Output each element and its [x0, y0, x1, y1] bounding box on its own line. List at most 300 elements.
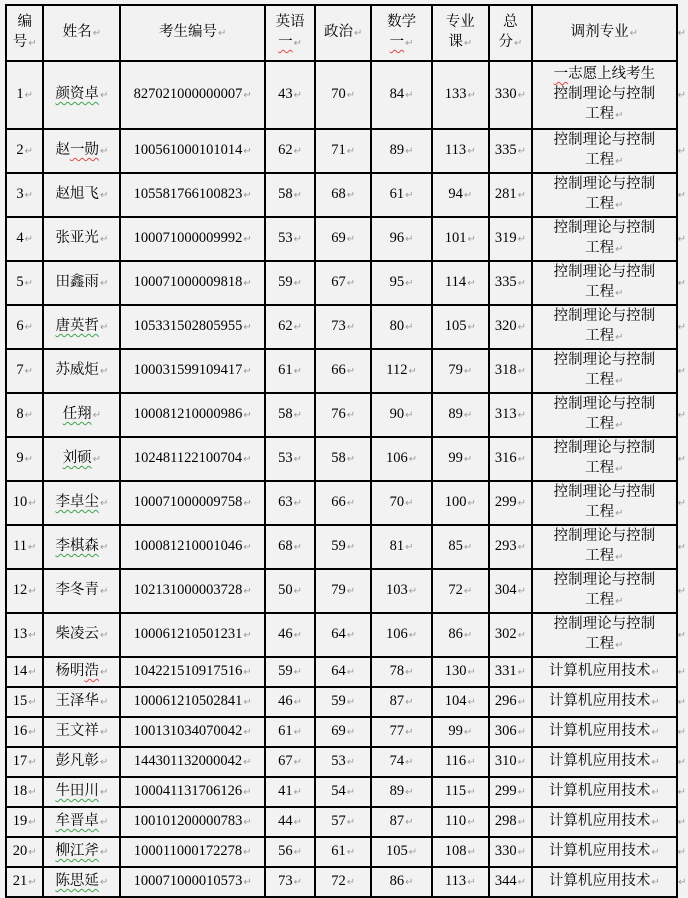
score-value: 62 — [278, 142, 293, 158]
paragraph-mark: ↵ — [651, 817, 660, 828]
paragraph-mark: ↵ — [463, 586, 473, 597]
paragraph-mark: ↵ — [405, 667, 414, 678]
paragraph-mark: ↵ — [243, 757, 252, 768]
cell-major-course — [432, 777, 489, 807]
paragraph-mark: ↵ — [243, 727, 252, 738]
adjustment-score-table — [5, 4, 688, 898]
paragraph-mark: ↵ — [293, 410, 303, 421]
score-value: 95 — [389, 274, 405, 290]
paragraph-mark: ↵ — [405, 498, 414, 509]
score-value: 46 — [278, 693, 293, 709]
cell-math — [371, 525, 432, 569]
paragraph-mark: ↵ — [651, 847, 660, 858]
table-row — [6, 747, 687, 777]
paragraph-mark: ↵ — [405, 90, 414, 101]
score-value: 110 — [444, 813, 467, 829]
header-text: 考生编号 — [159, 24, 217, 40]
paragraph-mark: ↵ — [28, 38, 37, 49]
score-value: 103 — [386, 582, 408, 598]
paragraph-mark: ↵ — [24, 410, 34, 421]
cell-adjust-major — [532, 777, 676, 807]
row-end-mark: ↵ — [677, 727, 686, 738]
row-end-mark: ↵ — [677, 847, 686, 858]
table-row — [6, 437, 687, 481]
header-text: 分 — [498, 34, 513, 50]
paragraph-mark: ↵ — [99, 234, 109, 245]
paragraph-mark: ↵ — [346, 366, 356, 377]
score-value: 320 — [494, 318, 517, 334]
cell-no — [6, 305, 43, 349]
text-segment: 王泽华 — [55, 693, 99, 709]
score-value: 73 — [331, 318, 346, 334]
table-row — [6, 717, 687, 747]
paragraph-mark: ↵ — [517, 498, 526, 509]
paragraph-mark: ↵ — [92, 28, 102, 39]
paragraph-mark: ↵ — [243, 410, 252, 421]
cell-english — [265, 129, 315, 173]
paragraph-mark: ↵ — [513, 38, 523, 49]
table-row — [6, 305, 687, 349]
score-value: 87 — [389, 693, 405, 709]
paragraph-mark: ↵ — [346, 498, 356, 509]
cell-math — [371, 613, 432, 657]
header-text: 号 — [12, 34, 28, 50]
text-segment: 计算机应用技术 — [548, 813, 651, 829]
cell-english — [265, 261, 315, 305]
score-value: 90 — [389, 406, 405, 422]
cell-major-course — [432, 525, 489, 569]
table-row — [6, 569, 687, 613]
score-value: 76 — [331, 406, 346, 422]
cell-total — [489, 349, 533, 393]
paragraph-mark: ↵ — [463, 542, 473, 553]
paragraph-mark: ↵ — [24, 90, 34, 101]
table-row — [6, 807, 687, 837]
paragraph-mark: ↵ — [517, 278, 526, 289]
paragraph-mark: ↵ — [99, 667, 109, 678]
paragraph-mark: ↵ — [99, 727, 109, 738]
paragraph-mark: ↵ — [408, 630, 418, 641]
cell-no — [6, 481, 43, 525]
score-value: 331 — [494, 663, 517, 679]
score-value: 70 — [389, 494, 405, 510]
row-end-mark: ↵ — [677, 697, 686, 708]
header-text: 编 — [17, 14, 32, 30]
score-value: 53 — [331, 753, 346, 769]
text-segment: 工程 — [585, 592, 615, 608]
score-value: 81 — [389, 538, 405, 554]
text-segment: 张亚光 — [55, 230, 99, 246]
paragraph-mark: ↵ — [517, 697, 526, 708]
score-value: 59 — [278, 663, 293, 679]
column-header-no — [6, 5, 43, 61]
cell-no — [6, 393, 43, 437]
paragraph-mark: ↵ — [517, 727, 526, 738]
paragraph-mark: ↵ — [346, 727, 356, 738]
cell-major-course — [432, 217, 489, 261]
candidate-id: 100061210501231 — [133, 626, 243, 642]
paragraph-mark: ↵ — [243, 498, 252, 509]
table-row — [6, 217, 687, 261]
row-number: 16 — [12, 723, 28, 739]
text-segment: 工程 — [585, 636, 615, 652]
score-value: 69 — [331, 723, 346, 739]
cell-english — [265, 613, 315, 657]
cell-politics — [315, 525, 371, 569]
cell-major-course — [432, 837, 489, 867]
score-value: 58 — [331, 450, 346, 466]
score-value: 46 — [278, 626, 293, 642]
text-segment: 工程 — [585, 106, 615, 122]
cell-english — [265, 657, 315, 687]
paragraph-mark: ↵ — [405, 542, 414, 553]
cell-no — [6, 349, 43, 393]
paragraph-mark: ↵ — [99, 278, 109, 289]
text-segment: 计算机应用技术 — [548, 693, 651, 709]
paragraph-mark: ↵ — [346, 787, 356, 798]
paragraph-mark: ↵ — [463, 190, 473, 201]
paragraph-mark: ↵ — [28, 757, 37, 768]
score-value: 59 — [278, 274, 293, 290]
table-row — [6, 613, 687, 657]
cell-adjust-major — [532, 173, 676, 217]
cell-candidate-id — [120, 837, 265, 867]
candidate-id: 105581766100823 — [133, 186, 243, 202]
row-end-mark: ↵ — [677, 234, 686, 245]
text-segment: 计算机应用技术 — [548, 753, 651, 769]
score-value: 306 — [494, 723, 517, 739]
cell-major-course — [432, 717, 489, 747]
cell-english — [265, 687, 315, 717]
paragraph-mark: ↵ — [615, 420, 624, 431]
cell-no — [6, 61, 43, 129]
paragraph-mark: ↵ — [615, 156, 624, 167]
text-segment: 计算机应用技术 — [548, 723, 651, 739]
cell-candidate-id — [120, 657, 265, 687]
paragraph-mark: ↵ — [346, 146, 356, 157]
score-value: 330 — [494, 843, 517, 859]
score-value: 113 — [444, 142, 467, 158]
cell-politics — [315, 777, 371, 807]
paragraph-mark: ↵ — [615, 288, 624, 299]
cell-politics — [315, 613, 371, 657]
cell-politics — [315, 173, 371, 217]
score-value: 73 — [278, 873, 293, 889]
cell-no — [6, 867, 43, 897]
score-value: 53 — [278, 450, 293, 466]
cell-name — [43, 717, 120, 747]
cell-adjust-major — [532, 747, 676, 777]
row-end-mark: ↵ — [677, 817, 686, 828]
cell-major-course — [432, 687, 489, 717]
text-segment: 工程 — [585, 152, 615, 168]
cell-politics — [315, 349, 371, 393]
text-segment: 一勋 — [69, 142, 99, 158]
paragraph-mark: ↵ — [243, 697, 252, 708]
score-value: 133 — [444, 86, 467, 102]
paragraph-mark: ↵ — [99, 757, 109, 768]
text-segment: 控制理论与控制 — [553, 86, 656, 102]
cell-no — [6, 569, 43, 613]
cell-name — [43, 305, 120, 349]
cell-politics — [315, 569, 371, 613]
paragraph-mark: ↵ — [28, 727, 37, 738]
cell-no — [6, 657, 43, 687]
score-value: 64 — [331, 663, 346, 679]
paragraph-mark: ↵ — [99, 542, 109, 553]
score-value: 304 — [494, 582, 517, 598]
paragraph-mark: ↵ — [346, 278, 356, 289]
cell-major-course — [432, 613, 489, 657]
candidate-id: 100081210000986 — [133, 406, 243, 422]
score-value: 94 — [448, 186, 463, 202]
cell-no — [6, 807, 43, 837]
table-row — [6, 657, 687, 687]
text-segment: 计算机应用技术 — [548, 843, 651, 859]
score-value: 319 — [494, 230, 517, 246]
table-row — [6, 129, 687, 173]
paragraph-mark: ↵ — [99, 322, 109, 333]
cell-name — [43, 217, 120, 261]
paragraph-mark: ↵ — [24, 146, 34, 157]
paragraph-mark: ↵ — [99, 630, 109, 641]
table-row — [6, 173, 687, 217]
cell-adjust-major — [532, 569, 676, 613]
row-end-mark: ↵ — [677, 278, 686, 289]
cell-candidate-id — [120, 569, 265, 613]
paragraph-mark: ↵ — [405, 757, 414, 768]
text-segment: 苏威炬 — [55, 362, 99, 378]
score-value: 344 — [494, 873, 517, 889]
paragraph-mark: ↵ — [517, 586, 526, 597]
paragraph-mark: ↵ — [28, 847, 37, 858]
cell-total — [489, 305, 533, 349]
paragraph-mark: ↵ — [243, 146, 252, 157]
score-value: 67 — [278, 753, 293, 769]
score-value: 66 — [331, 362, 346, 378]
cell-math — [371, 569, 432, 613]
cell-major-course — [432, 261, 489, 305]
row-number: 17 — [12, 753, 28, 769]
cell-politics — [315, 61, 371, 129]
row-number: 9 — [16, 450, 24, 466]
text-segment: 控制理论与控制 — [553, 264, 656, 280]
cell-candidate-id — [120, 747, 265, 777]
cell-name — [43, 867, 120, 897]
cell-adjust-major — [532, 129, 676, 173]
paragraph-mark: ↵ — [28, 787, 37, 798]
cell-name — [43, 173, 120, 217]
paragraph-mark: ↵ — [467, 322, 476, 333]
cell-english — [265, 61, 315, 129]
paragraph-mark: ↵ — [405, 410, 414, 421]
paragraph-mark: ↵ — [408, 847, 418, 858]
cell-candidate-id — [120, 867, 265, 897]
paragraph-mark: ↵ — [408, 586, 418, 597]
text-segment: 工程 — [585, 328, 615, 344]
paragraph-mark: ↵ — [243, 322, 252, 333]
paragraph-mark: ↵ — [99, 190, 109, 201]
text-segment: 柴凌云 — [55, 626, 99, 642]
cell-math — [371, 687, 432, 717]
row-number: 10 — [12, 494, 28, 510]
score-value: 108 — [444, 843, 467, 859]
paragraph-mark: ↵ — [517, 90, 526, 101]
score-value: 302 — [494, 626, 517, 642]
paragraph-mark: ↵ — [467, 787, 476, 798]
paragraph-mark: ↵ — [463, 454, 473, 465]
table-row — [6, 261, 687, 305]
paragraph-mark: ↵ — [346, 322, 356, 333]
text-segment: 计算机应用技术 — [548, 663, 651, 679]
cell-candidate-id — [120, 217, 265, 261]
paragraph-mark: ↵ — [354, 28, 363, 39]
text-segment: 控制理论与控制 — [553, 440, 656, 456]
cell-politics — [315, 657, 371, 687]
row-number: 18 — [12, 783, 28, 799]
column-header-politics — [315, 5, 371, 61]
score-value: 330 — [494, 86, 517, 102]
cell-no — [6, 173, 43, 217]
text-segment: 工程 — [585, 284, 615, 300]
text-segment: 控制理论与控制 — [553, 308, 656, 324]
cell-candidate-id — [120, 61, 265, 129]
score-value: 113 — [444, 873, 467, 889]
paragraph-mark: ↵ — [99, 697, 109, 708]
paragraph-mark: ↵ — [467, 697, 476, 708]
score-value: 296 — [494, 693, 517, 709]
table-body — [6, 61, 687, 897]
cell-adjust-major — [532, 687, 676, 717]
paragraph-mark: ↵ — [651, 727, 660, 738]
cell-politics — [315, 481, 371, 525]
text-segment: 工程 — [585, 372, 615, 388]
table-row — [6, 349, 687, 393]
text-segment: 牛田川 — [55, 783, 99, 799]
cell-name — [43, 437, 120, 481]
score-value: 335 — [494, 142, 517, 158]
paragraph-mark: ↵ — [467, 817, 476, 828]
row-number: 4 — [16, 230, 24, 246]
cell-no — [6, 777, 43, 807]
cell-candidate-id — [120, 129, 265, 173]
paragraph-mark: ↵ — [467, 847, 476, 858]
row-end-mark: ↵ — [677, 667, 686, 678]
text-segment: 李卓尘 — [55, 494, 99, 510]
text-segment: 控制理论与控制 — [553, 616, 656, 632]
table-row — [6, 777, 687, 807]
paragraph-mark: ↵ — [24, 278, 34, 289]
header-text: 一 — [278, 34, 293, 50]
cell-adjust-major — [532, 305, 676, 349]
row-end-mark: ↵ — [677, 630, 686, 641]
paragraph-mark: ↵ — [615, 508, 624, 519]
candidate-id: 100041131706126 — [133, 783, 243, 799]
paragraph-mark: ↵ — [346, 697, 356, 708]
row-number: 3 — [16, 186, 24, 202]
cell-candidate-id — [120, 349, 265, 393]
text-segment: 柳江斧 — [55, 843, 99, 859]
cell-total — [489, 393, 533, 437]
header-text: 课 — [448, 34, 463, 50]
paragraph-mark: ↵ — [92, 454, 102, 465]
row-end-mark: ↵ — [677, 190, 686, 201]
cell-math — [371, 717, 432, 747]
cell-math — [371, 437, 432, 481]
paragraph-mark: ↵ — [467, 234, 476, 245]
paragraph-mark: ↵ — [293, 877, 303, 888]
header-row — [6, 5, 687, 61]
cell-no — [6, 613, 43, 657]
cell-name — [43, 129, 120, 173]
text-segment: 志愿上线考生 — [568, 66, 656, 82]
cell-english — [265, 777, 315, 807]
score-value: 335 — [494, 274, 517, 290]
paragraph-mark: ↵ — [346, 877, 356, 888]
column-header-id — [120, 5, 265, 61]
cell-total — [489, 807, 533, 837]
header-text: 政治 — [324, 24, 354, 40]
cell-name — [43, 525, 120, 569]
row-number: 20 — [12, 843, 28, 859]
cell-english — [265, 437, 315, 481]
paragraph-mark: ↵ — [651, 787, 660, 798]
paragraph-mark: ↵ — [28, 586, 37, 597]
cell-candidate-id — [120, 305, 265, 349]
score-value: 69 — [331, 230, 346, 246]
cell-candidate-id — [120, 807, 265, 837]
score-value: 72 — [331, 873, 346, 889]
score-value: 68 — [278, 538, 293, 554]
cell-candidate-id — [120, 525, 265, 569]
cell-total — [489, 437, 533, 481]
candidate-id: 100011000172278 — [133, 843, 243, 859]
score-value: 43 — [278, 86, 293, 102]
paragraph-mark: ↵ — [243, 817, 252, 828]
score-value: 100 — [444, 494, 467, 510]
paragraph-mark: ↵ — [517, 410, 526, 421]
paragraph-mark: ↵ — [243, 234, 252, 245]
cell-name — [43, 569, 120, 613]
score-value: 87 — [389, 813, 405, 829]
table-row — [6, 481, 687, 525]
cell-adjust-major — [532, 867, 676, 897]
text-segment: 工程 — [585, 416, 615, 432]
cell-total — [489, 61, 533, 129]
paragraph-mark: ↵ — [28, 630, 37, 641]
row-end-mark: ↵ — [677, 454, 686, 465]
text-segment: 工程 — [585, 504, 615, 520]
paragraph-mark: ↵ — [243, 366, 252, 377]
cell-adjust-major — [532, 437, 676, 481]
paragraph-mark: ↵ — [467, 757, 476, 768]
cell-math — [371, 217, 432, 261]
paragraph-mark: ↵ — [243, 190, 252, 201]
cell-math — [371, 349, 432, 393]
score-value: 104 — [444, 693, 467, 709]
paragraph-mark: ↵ — [517, 757, 526, 768]
paragraph-mark: ↵ — [293, 38, 303, 49]
score-value: 79 — [331, 582, 346, 598]
paragraph-mark: ↵ — [218, 28, 227, 39]
score-value: 54 — [331, 783, 346, 799]
text-segment: 工程 — [585, 240, 615, 256]
row-end-mark: ↵ — [677, 90, 686, 101]
cell-english — [265, 173, 315, 217]
paragraph-mark: ↵ — [99, 498, 109, 509]
candidate-id: 102481122100704 — [133, 450, 243, 466]
cell-total — [489, 481, 533, 525]
